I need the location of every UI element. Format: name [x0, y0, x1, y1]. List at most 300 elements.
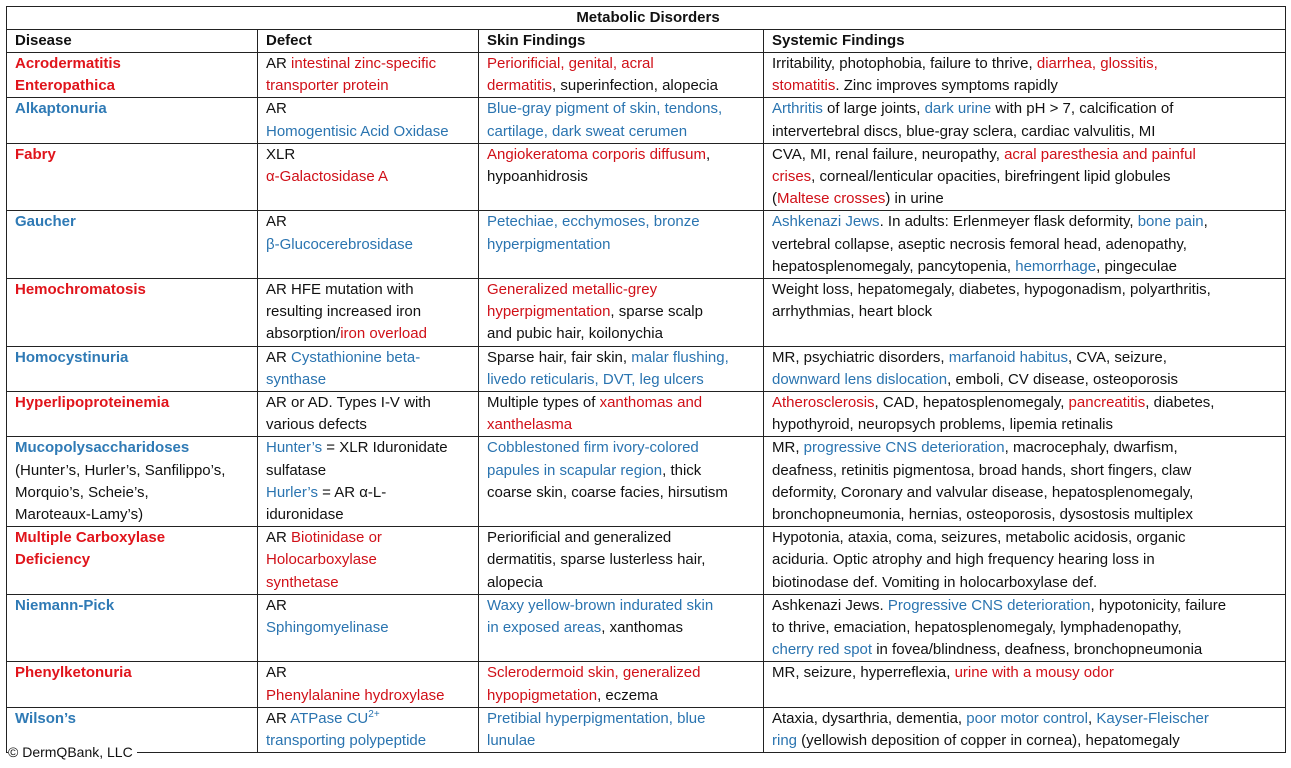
- skin-findings-cell: [479, 98, 764, 143]
- skin-findings-cell: [479, 143, 764, 211]
- text-segment: Arthritis: [772, 100, 823, 118]
- disease-cell: [7, 279, 258, 347]
- table-row: [7, 707, 1286, 752]
- systemic-findings-cell: [764, 211, 1286, 279]
- defect-cell: [258, 437, 479, 527]
- systemic-line: [772, 234, 1281, 256]
- systemic-line: [772, 98, 1281, 120]
- text-segment: Periorificial, genital, acral: [487, 55, 654, 72]
- text-segment: , CAD, hepatosplenomegaly,: [874, 394, 1069, 412]
- systemic-line: [772, 708, 1281, 730]
- disease-cell: [7, 437, 258, 527]
- text-segment: cartilage, dark sweat cerumen: [487, 122, 688, 140]
- skin-findings-cell: [479, 662, 764, 707]
- text-segment: hemorrhage: [1015, 257, 1097, 275]
- text-segment: iron overload: [340, 325, 427, 343]
- table-row: [7, 279, 1286, 347]
- skin-line: [487, 98, 759, 120]
- systemic-findings-cell: [764, 437, 1286, 527]
- text-segment: Cystathionine beta-: [291, 348, 421, 366]
- skin-findings-cell: [479, 707, 764, 752]
- table-row: [7, 143, 1286, 211]
- skin-line: [487, 730, 759, 752]
- text-segment: . Zinc improves symptoms rapidly: [835, 77, 1058, 95]
- defect-line: [266, 234, 474, 256]
- text-segment: hypoanhidrosis: [487, 168, 588, 186]
- disease-name: Hemochromatosis: [15, 281, 146, 299]
- text-segment: MR,: [772, 439, 804, 457]
- text-segment: in exposed areas: [487, 619, 602, 637]
- systemic-line: [772, 392, 1281, 414]
- systemic-line: [772, 437, 1281, 459]
- text-segment: , superinfection, alopecia: [552, 77, 718, 95]
- disease-name: Homocystinuria: [15, 348, 129, 366]
- text-segment: Weight loss, hepatomegaly, diabetes, hypogonadism, polyarthritis,: [772, 281, 1211, 299]
- text-segment: and pubic hair, koilonychia: [487, 325, 663, 343]
- defect-line: [266, 595, 474, 617]
- skin-findings-cell: [479, 594, 764, 662]
- disease-cell: [7, 346, 258, 391]
- systemic-line: [772, 617, 1281, 639]
- text-segment: stomatitis: [772, 77, 836, 95]
- defect-line: [266, 482, 474, 504]
- header-disease: Disease: [7, 30, 258, 53]
- text-segment: to thrive, emaciation, hepatosplenomegaly, lymphadenopathy,: [772, 619, 1182, 637]
- text-segment: Progressive CNS deterioration: [887, 596, 1091, 614]
- systemic-line: [772, 211, 1281, 233]
- defect-cell: [258, 98, 479, 143]
- text-segment: of large joints,: [822, 100, 925, 118]
- text-segment: ,: [1203, 213, 1208, 231]
- disease-name: Acrodermatitis: [15, 55, 121, 72]
- defect-line: [266, 414, 474, 436]
- table-row: [7, 98, 1286, 143]
- text-segment: biotinodase def. Vomiting in holocarboxylase def.: [772, 573, 1098, 591]
- skin-line: [487, 166, 759, 188]
- systemic-findings-cell: [764, 527, 1286, 595]
- disease-name: Wilson’s: [15, 709, 76, 727]
- skin-line: [487, 708, 759, 730]
- title-row: [7, 7, 1286, 30]
- text-segment: , macrocephaly, dwarfism,: [1004, 439, 1178, 457]
- disease-cell: [7, 594, 258, 662]
- skin-line: [487, 617, 759, 639]
- systemic-line: [772, 414, 1281, 436]
- text-segment: AR: [266, 664, 287, 682]
- defect-line: [266, 460, 474, 482]
- defect-line: [266, 279, 474, 301]
- defect-line: [266, 685, 474, 707]
- text-segment: hepatosplenomegaly, pancytopenia,: [772, 257, 1016, 275]
- defect-cell: [258, 143, 479, 211]
- text-segment: Waxy yellow-brown indurated skin: [487, 596, 714, 614]
- skin-line: [487, 572, 759, 594]
- text-segment: Angiokeratoma corporis diffusum: [487, 145, 706, 163]
- systemic-line: [772, 639, 1281, 661]
- skin-line: [487, 482, 759, 504]
- disease-name: Mucopolysaccharidoses: [15, 439, 190, 457]
- skin-findings-cell: [479, 346, 764, 391]
- text-segment: sulfatase: [266, 461, 327, 479]
- text-segment: , xanthomas: [601, 619, 683, 637]
- systemic-line: [772, 369, 1281, 391]
- text-segment: Ataxia, dysarthria, dementia,: [772, 709, 967, 727]
- text-segment: ring: [772, 732, 798, 750]
- text-segment: Periorificial and generalized: [487, 529, 672, 547]
- text-segment: Sparse hair, fair skin,: [487, 348, 632, 366]
- defect-line: [266, 504, 474, 526]
- text-segment: various defects: [266, 416, 367, 434]
- table-row: [7, 211, 1286, 279]
- text-segment: xanthomas and: [599, 394, 703, 412]
- text-segment: ATPase CU: [290, 709, 369, 727]
- defect-line: [266, 166, 474, 188]
- text-segment: (: [772, 190, 777, 208]
- text-segment: transporter protein: [266, 77, 389, 95]
- systemic-line: [772, 301, 1281, 323]
- text-segment: urine with a mousy odor: [954, 664, 1114, 682]
- text-segment: XLR: [266, 145, 296, 163]
- systemic-findings-cell: [764, 346, 1286, 391]
- text-segment: , sparse scalp: [610, 303, 703, 321]
- skin-line: [487, 144, 759, 166]
- defect-cell: [258, 346, 479, 391]
- text-segment: alopecia: [487, 573, 543, 591]
- defect-cell: [258, 707, 479, 752]
- skin-line: [487, 595, 759, 617]
- text-segment: diarrhea, glossitis,: [1036, 55, 1158, 72]
- defect-line: [266, 53, 474, 75]
- text-segment: Phenylalanine hydroxylase: [266, 686, 445, 704]
- systemic-line: [772, 527, 1281, 549]
- skin-line: [487, 392, 759, 414]
- header-row: [7, 30, 1286, 53]
- table-row: [7, 392, 1286, 437]
- disease-name: Gaucher: [15, 213, 76, 231]
- text-segment: deformity, Coronary and valvular disease, hepatosplenomegaly,: [772, 483, 1194, 501]
- defect-cell: [258, 211, 479, 279]
- systemic-line: [772, 75, 1281, 97]
- defect-line: [266, 708, 474, 730]
- systemic-line: [772, 279, 1281, 301]
- text-segment: progressive CNS deterioration: [803, 439, 1005, 457]
- text-segment: Kayser-Fleischer: [1096, 709, 1209, 727]
- text-segment: intestinal zinc-specific: [291, 55, 437, 72]
- text-segment: lunulae: [487, 732, 536, 750]
- systemic-findings-cell: [764, 594, 1286, 662]
- header-skin-findings: Skin Findings: [479, 30, 764, 53]
- text-segment: hypothyroid, neuropsych problems, lipemia retinalis: [772, 416, 1114, 434]
- text-segment: Multiple types of: [487, 394, 600, 412]
- table-row: [7, 346, 1286, 391]
- table-row: [7, 527, 1286, 595]
- text-segment: hyperpigmentation: [487, 235, 611, 253]
- defect-cell: [258, 594, 479, 662]
- systemic-line: [772, 188, 1281, 210]
- text-segment: , corneal/lenticular opacities, birefringent lipid globules: [811, 168, 1171, 186]
- text-segment: Hypotonia, ataxia, coma, seizures, metabolic acidosis, organic: [772, 529, 1186, 547]
- text-segment: α-Galactosidase A: [266, 168, 389, 186]
- text-segment: arrhythmias, heart block: [772, 303, 933, 321]
- systemic-line: [772, 572, 1281, 594]
- text-segment: dermatitis: [487, 77, 553, 95]
- systemic-findings-cell: [764, 279, 1286, 347]
- text-segment: Hurler’s: [266, 483, 318, 501]
- defect-line: [266, 323, 474, 345]
- skin-line: [487, 279, 759, 301]
- defect-cell: [258, 53, 479, 98]
- skin-line: [487, 662, 759, 684]
- text-segment: Ashkenazi Jews.: [772, 596, 888, 614]
- skin-line: [487, 347, 759, 369]
- skin-findings-cell: [479, 211, 764, 279]
- skin-line: [487, 234, 759, 256]
- skin-line: [487, 301, 759, 323]
- defect-line: [266, 662, 474, 684]
- systemic-line: [772, 730, 1281, 752]
- text-segment: Maltese crosses: [777, 190, 886, 208]
- defect-line: [266, 437, 474, 459]
- text-segment: poor motor control: [966, 709, 1088, 727]
- text-segment: resulting increased iron: [266, 303, 422, 321]
- text-segment: hyperpigmentation: [487, 303, 611, 321]
- table-row: [7, 437, 1286, 527]
- disease-cell: [7, 98, 258, 143]
- systemic-line: [772, 53, 1281, 75]
- defect-line: [266, 144, 474, 166]
- table-body: [7, 53, 1286, 753]
- skin-findings-cell: [479, 392, 764, 437]
- skin-line: [487, 75, 759, 97]
- text-segment: cherry red spot: [772, 641, 873, 659]
- text-segment: coarse skin, coarse facies, hirsutism: [487, 483, 728, 501]
- text-segment: AR HFE mutation with: [266, 281, 414, 299]
- disease-name: Enteropathica: [15, 77, 116, 95]
- text-segment: malar flushing,: [631, 348, 729, 366]
- systemic-line: [772, 595, 1281, 617]
- defect-line: [266, 369, 474, 391]
- defect-line: [266, 98, 474, 120]
- skin-line: [487, 369, 759, 391]
- skin-line: [487, 437, 759, 459]
- text-segment: crises: [772, 168, 812, 186]
- defect-line: [266, 549, 474, 571]
- text-segment: CVA, MI, renal failure, neuropathy,: [772, 145, 1005, 163]
- disease-cell: [7, 53, 258, 98]
- text-segment: intervertebral discs, blue-gray sclera, cardiac valvulitis, MI: [772, 122, 1156, 140]
- defect-cell: [258, 392, 479, 437]
- defect-line: [266, 211, 474, 233]
- defect-cell: [258, 527, 479, 595]
- text-segment: aciduria. Optic atrophy and high frequency hearing loss in: [772, 551, 1155, 569]
- text-segment: acral paresthesia and painful: [1004, 145, 1196, 163]
- skin-line: [487, 527, 759, 549]
- systemic-line: [772, 662, 1281, 684]
- skin-findings-cell: [479, 527, 764, 595]
- text-segment: iduronidase: [266, 506, 344, 524]
- text-segment: ,: [706, 145, 711, 163]
- text-segment: = XLR Iduronidate: [322, 439, 448, 457]
- defect-line: [266, 121, 474, 143]
- text-segment: xanthelasma: [487, 416, 573, 434]
- text-segment: in fovea/blindness, deafness, bronchopneumonia: [872, 641, 1203, 659]
- text-segment: Blue-gray pigment of skin, tendons,: [487, 100, 723, 118]
- disease-cell: [7, 143, 258, 211]
- text-segment: . In adults: Erlenmeyer flask deformity,: [879, 213, 1138, 231]
- systemic-line: [772, 460, 1281, 482]
- text-segment: marfanoid habitus: [948, 348, 1068, 366]
- defect-line: [266, 730, 474, 752]
- systemic-findings-cell: [764, 53, 1286, 98]
- text-segment: , CVA, seizure,: [1067, 348, 1167, 366]
- defect-line: [266, 301, 474, 323]
- text-segment: AR: [266, 348, 292, 366]
- disease-cell: [7, 392, 258, 437]
- systemic-line: [772, 256, 1281, 278]
- text-segment: , diabetes,: [1145, 394, 1215, 412]
- skin-line: [487, 323, 759, 345]
- text-segment: bone pain: [1137, 213, 1204, 231]
- systemic-findings-cell: [764, 143, 1286, 211]
- text-segment: synthetase: [266, 573, 339, 591]
- text-segment: , eczema: [597, 686, 658, 704]
- text-segment: Holocarboxylase: [266, 551, 377, 569]
- text-segment: Atherosclerosis: [772, 394, 875, 412]
- skin-line: [487, 53, 759, 75]
- systemic-line: [772, 504, 1281, 526]
- systemic-line: [772, 482, 1281, 504]
- text-segment: β-Glucocerebrosidase: [266, 235, 414, 253]
- text-segment: AR: [266, 709, 291, 727]
- text-segment: Sphingomyelinase: [266, 619, 389, 637]
- text-segment: , emboli, CV disease, osteoporosis: [947, 370, 1179, 388]
- text-segment: , hypotonicity, failure: [1090, 596, 1227, 614]
- text-segment: MR, seizure, hyperreflexia,: [772, 664, 955, 682]
- defect-line: [266, 75, 474, 97]
- text-segment: ,: [1088, 709, 1097, 727]
- disease-name: Hyperlipoproteinemia: [15, 394, 170, 412]
- systemic-findings-cell: [764, 392, 1286, 437]
- disease-cell: [7, 211, 258, 279]
- skin-line: [487, 211, 759, 233]
- text-segment: pancreatitis: [1068, 394, 1146, 412]
- text-segment: Irritability, photophobia, failure to thrive,: [772, 55, 1037, 72]
- text-segment: Petechiae, ecchymoses, bronze: [487, 213, 700, 231]
- text-segment: downward lens dislocation: [772, 370, 948, 388]
- header-defect: Defect: [258, 30, 479, 53]
- systemic-line: [772, 144, 1281, 166]
- text-segment: Generalized metallic-grey: [487, 281, 658, 299]
- text-segment: deafness, retinitis pigmentosa, broad hands, short fingers, claw: [772, 461, 1192, 479]
- text-segment: dermatitis, sparse lusterless hair,: [487, 551, 706, 569]
- text-segment: Sclerodermoid skin, generalized: [487, 664, 701, 682]
- table-row: [7, 662, 1286, 707]
- text-segment: = AR α-L-: [317, 483, 387, 501]
- text-segment: Pretibial hyperpigmentation, blue: [487, 709, 706, 727]
- text-segment: AR: [266, 55, 292, 72]
- text-segment: dark urine: [924, 100, 992, 118]
- defect-line: [266, 347, 474, 369]
- disease-cell: [7, 527, 258, 595]
- text-segment: 2+: [368, 708, 380, 720]
- systemic-findings-cell: [764, 662, 1286, 707]
- copyright-notice: © DermQBank, LLC: [8, 744, 137, 760]
- text-segment: bronchopneumonia, hernias, osteoporosis, dysostosis multiplex: [772, 506, 1194, 524]
- disease-name: Fabry: [15, 145, 56, 163]
- defect-cell: [258, 279, 479, 347]
- text-segment: , pingeculae: [1096, 257, 1178, 275]
- text-segment: vertebral collapse, aseptic necrosis femoral head, adenopathy,: [772, 235, 1187, 253]
- text-segment: Cobblestoned firm ivory-colored: [487, 439, 699, 457]
- skin-line: [487, 460, 759, 482]
- text-segment: MR, psychiatric disorders,: [772, 348, 949, 366]
- disease-subtypes: Morquio’s, Scheie’s,: [15, 483, 149, 501]
- systemic-findings-cell: [764, 98, 1286, 143]
- defect-cell: [258, 662, 479, 707]
- disease-cell: [7, 662, 258, 707]
- text-segment: , thick: [662, 461, 702, 479]
- text-segment: AR: [266, 100, 287, 118]
- text-segment: ) in urine: [885, 190, 944, 208]
- text-segment: AR: [266, 213, 287, 231]
- text-segment: with pH > 7, calcification of: [991, 100, 1174, 118]
- text-segment: hypopigmetation: [487, 686, 598, 704]
- skin-findings-cell: [479, 279, 764, 347]
- table-row: [7, 53, 1286, 98]
- skin-line: [487, 121, 759, 143]
- text-segment: papules in scapular region: [487, 461, 663, 479]
- systemic-line: [772, 549, 1281, 571]
- defect-line: [266, 392, 474, 414]
- text-segment: (yellowish deposition of copper in cornea), hepatomegaly: [797, 732, 1180, 750]
- skin-line: [487, 414, 759, 436]
- text-segment: synthase: [266, 370, 327, 388]
- skin-findings-cell: [479, 437, 764, 527]
- defect-line: [266, 572, 474, 594]
- table-row: [7, 594, 1286, 662]
- text-segment: AR: [266, 529, 292, 547]
- text-segment: AR: [266, 596, 287, 614]
- defect-line: [266, 617, 474, 639]
- text-segment: AR or AD. Types I-V with: [266, 394, 431, 412]
- text-segment: Biotinidase or: [291, 529, 382, 547]
- text-segment: absorption/: [266, 325, 341, 343]
- disease-name: Alkaptonuria: [15, 100, 107, 118]
- systemic-line: [772, 121, 1281, 143]
- metabolic-disorders-table: [6, 6, 1286, 753]
- disease-subtypes: Maroteaux-Lamy’s): [15, 506, 144, 524]
- systemic-line: [772, 347, 1281, 369]
- text-segment: Hunter’s: [266, 439, 323, 457]
- text-segment: transporting polypeptide: [266, 732, 427, 750]
- defect-line: [266, 527, 474, 549]
- skin-line: [487, 549, 759, 571]
- disease-name: Multiple Carboxylase: [15, 529, 166, 547]
- disease-name: Phenylketonuria: [15, 664, 132, 682]
- systemic-line: [772, 166, 1281, 188]
- disease-name: Deficiency: [15, 551, 91, 569]
- skin-line: [487, 685, 759, 707]
- disease-name: Niemann-Pick: [15, 596, 115, 614]
- header-systemic-findings: Systemic Findings: [764, 30, 1286, 53]
- table-title: Metabolic Disorders: [7, 7, 1286, 30]
- text-segment: Homogentisic Acid Oxidase: [266, 122, 449, 140]
- disease-subtypes: (Hunter’s, Hurler’s, Sanfilippo’s,: [15, 461, 226, 479]
- text-segment: livedo reticularis, DVT, leg ulcers: [487, 370, 704, 388]
- skin-findings-cell: [479, 53, 764, 98]
- text-segment: Ashkenazi Jews: [772, 213, 880, 231]
- systemic-findings-cell: [764, 707, 1286, 752]
